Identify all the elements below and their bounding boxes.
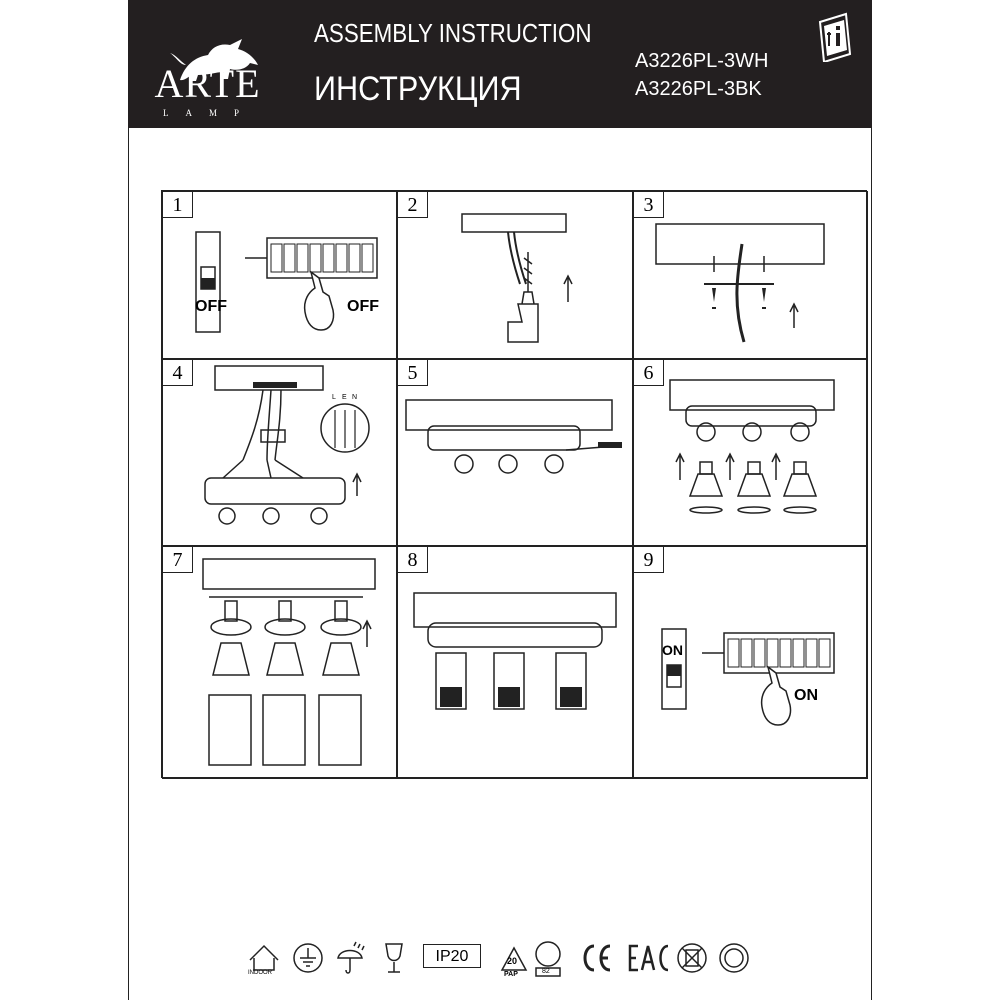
step-number: 5	[398, 360, 428, 386]
step-4-panel	[162, 359, 397, 546]
step-number: 6	[634, 360, 664, 386]
ce-mark-icon	[585, 946, 610, 970]
wiring-illustration	[163, 360, 398, 547]
hand-on-label: ON	[794, 687, 818, 704]
header-bar	[128, 0, 872, 128]
indoor-label: INDOOR	[248, 970, 272, 976]
step-number: 9	[634, 547, 664, 573]
power-off-illustration	[163, 192, 398, 360]
brand-subtitle: LAMP	[162, 108, 256, 118]
wire-label-N: N	[352, 394, 358, 401]
step-5-panel	[397, 359, 633, 546]
title-english: ASSEMBLY INSTRUCTION	[314, 18, 592, 48]
class-mark-icon	[720, 944, 748, 972]
step-9-panel	[633, 546, 868, 779]
title-russian: ИНСТРУКЦИЯ	[314, 70, 522, 108]
brand-name: ARTE	[154, 61, 261, 106]
step-number: 1	[163, 192, 193, 218]
weee-code: 82	[542, 968, 550, 975]
keep-dry-umbrella-icon	[338, 942, 364, 973]
step-number: 3	[634, 192, 664, 218]
step-number: 7	[163, 547, 193, 573]
assembled-fixture-illustration	[398, 547, 634, 780]
hand-off-label: OFF	[347, 298, 379, 315]
indoor-house-icon	[250, 946, 278, 970]
step-2-panel	[397, 191, 633, 359]
step-number: 4	[163, 360, 193, 386]
step-6-panel	[633, 359, 868, 546]
step-3-panel	[633, 191, 868, 359]
recycle-label: PAP	[504, 971, 518, 978]
fix-base-illustration	[398, 360, 634, 547]
wire-label-E: E	[342, 394, 347, 401]
step-7-panel	[162, 546, 397, 779]
step-1-panel	[162, 191, 397, 359]
eac-mark-icon	[630, 946, 668, 970]
ip-rating-badge: IP20	[423, 944, 481, 968]
fragile-glass-icon	[386, 944, 402, 972]
switch-off-label: OFF	[195, 298, 227, 315]
no-disposal-bin-icon	[678, 944, 706, 972]
recycle-code: 20	[507, 956, 518, 966]
ground-symbol-icon	[294, 944, 322, 972]
certification-footer	[246, 936, 766, 980]
instruction-book-icon	[818, 12, 852, 62]
wire-label-L: L	[332, 394, 336, 401]
switch-on-label: ON	[662, 642, 683, 658]
bracket-screw-illustration	[634, 192, 869, 360]
drill-mount-illustration	[398, 192, 634, 360]
step-number: 2	[398, 192, 428, 218]
power-on-illustration	[634, 547, 869, 780]
step-8-panel	[397, 546, 633, 779]
model-number: A3226PL-3BK	[635, 78, 762, 100]
steps-grid	[161, 190, 867, 778]
attach-shades-illustration	[163, 547, 398, 780]
install-bulbs-illustration	[634, 360, 869, 547]
model-number: A3226PL-3WH	[635, 50, 769, 72]
step-number: 8	[398, 547, 428, 573]
